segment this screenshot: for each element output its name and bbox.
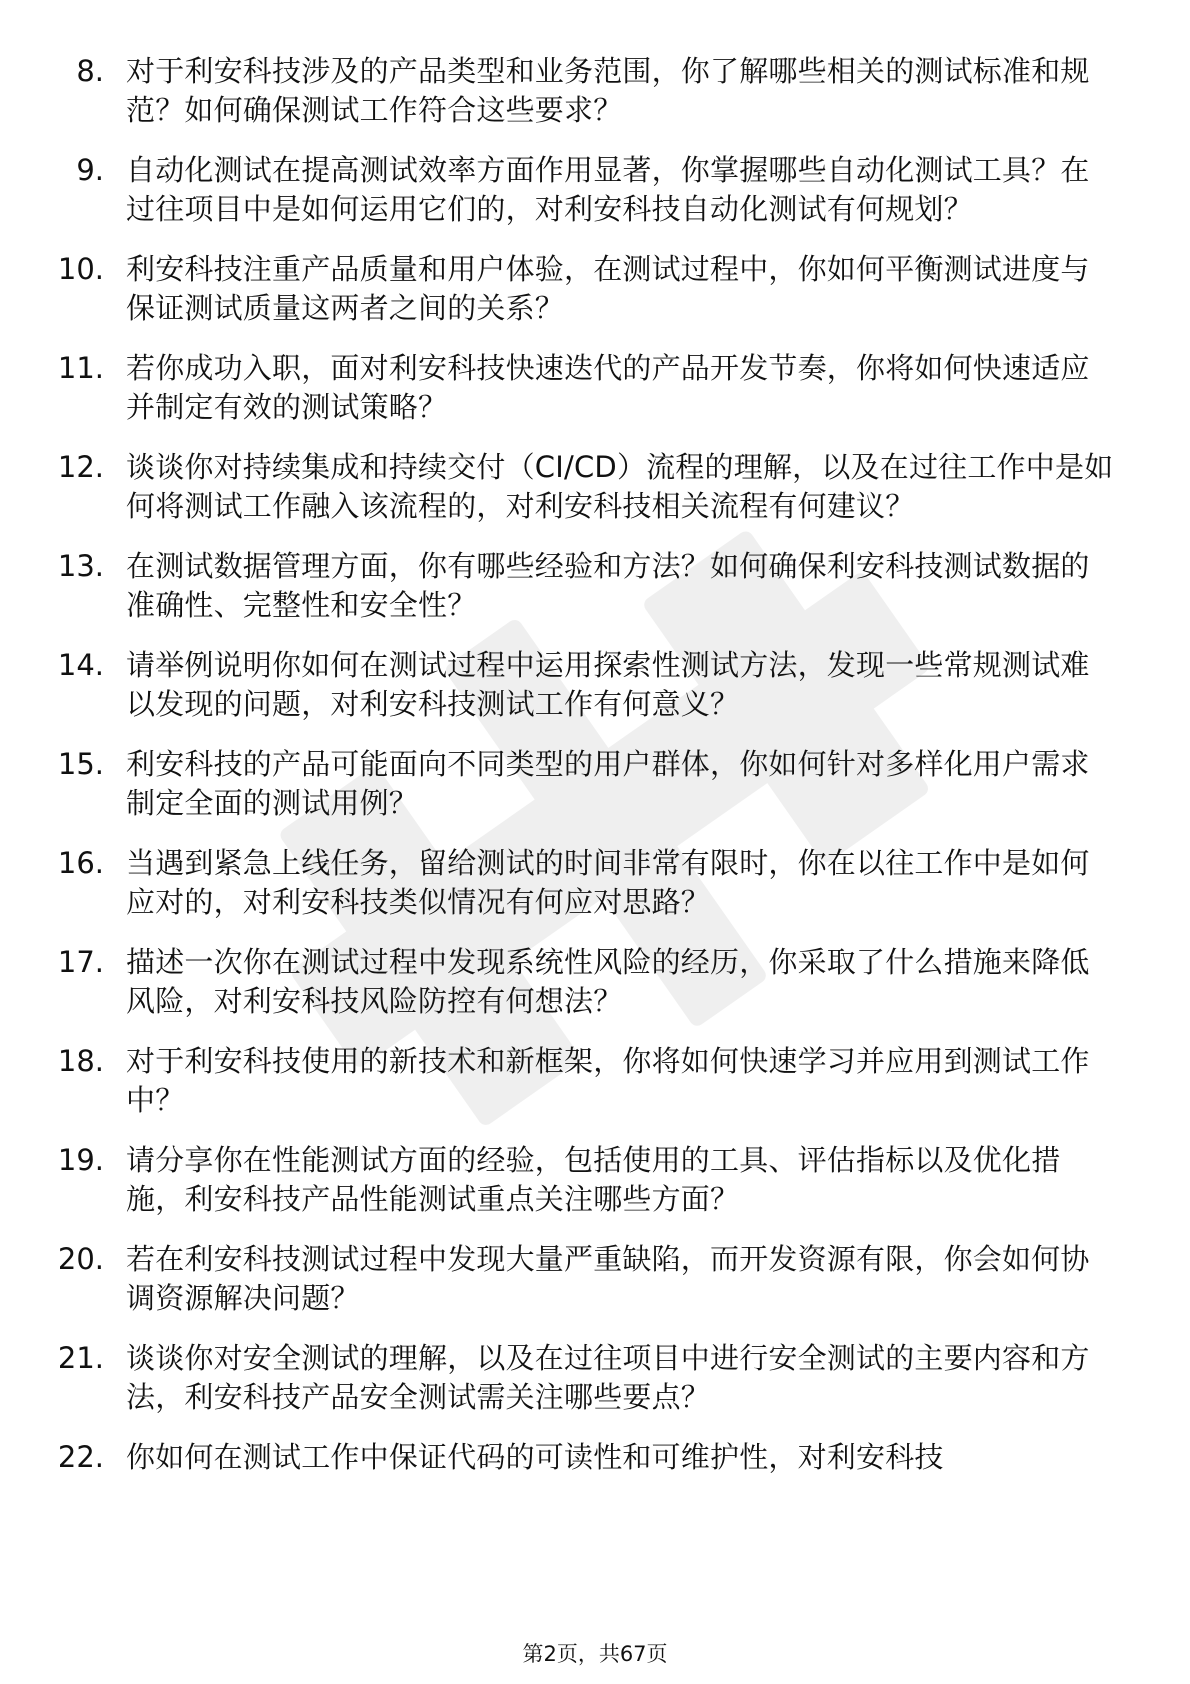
list-item — [0, 151, 1116, 229]
list-item — [0, 448, 1116, 526]
question-text: 描述一次你在测试过程中发现系统性风险的经历，你采取了什么措施来降低风险，对利安科技风险防控有何想法？ — [126, 945, 1090, 1018]
list-item — [0, 1042, 1116, 1120]
list-item — [0, 1240, 1116, 1318]
question-number: 10. — [57, 252, 104, 286]
question-number: 21. — [57, 1341, 104, 1375]
list-item — [0, 250, 1116, 328]
question-number: 15. — [57, 747, 104, 781]
question-text: 谈谈你对安全测试的理解，以及在过往项目中进行安全测试的主要内容和方法，利安科技产品安全测试需关注哪些要点？ — [126, 1341, 1090, 1414]
question-text: 对于利安科技使用的新技术和新框架，你将如何快速学习并应用到测试工作中？ — [126, 1044, 1090, 1117]
question-number: 13. — [57, 549, 104, 583]
question-number: 18. — [57, 1044, 104, 1078]
list-item — [0, 1438, 1116, 1477]
question-text: 当遇到紧急上线任务，留给测试的时间非常有限时，你在以往工作中是如何应对的，对利安科技类似情况有何应对思路？ — [126, 846, 1090, 919]
list-item — [0, 547, 1116, 625]
list-item — [0, 52, 1116, 130]
question-text: 请分享你在性能测试方面的经验，包括使用的工具、评估指标以及优化措施，利安科技产品性能测试重点关注哪些方面？ — [126, 1143, 1061, 1216]
list-item — [0, 349, 1116, 427]
question-list — [0, 52, 1190, 1498]
list-item — [0, 646, 1116, 724]
list-item — [0, 1141, 1116, 1219]
question-text: 若在利安科技测试过程中发现大量严重缺陷，而开发资源有限，你会如何协调资源解决问题？ — [126, 1242, 1090, 1315]
question-number: 14. — [57, 648, 104, 682]
question-text: 若你成功入职，面对利安科技快速迭代的产品开发节奏，你将如何快速适应并制定有效的测试策略？ — [126, 351, 1090, 424]
list-item — [0, 943, 1116, 1021]
question-text: 利安科技注重产品质量和用户体验，在测试过程中，你如何平衡测试进度与保证测试质量这两者之间的关系？ — [126, 252, 1090, 325]
question-text: 对于利安科技涉及的产品类型和业务范围，你了解哪些相关的测试标准和规范？如何确保测试工作符合这些要求？ — [126, 54, 1090, 127]
question-number: 11. — [57, 351, 104, 385]
question-text: 利安科技的产品可能面向不同类型的用户群体，你如何针对多样化用户需求制定全面的测试用例？ — [126, 747, 1090, 820]
question-text: 你如何在测试工作中保证代码的可读性和可维护性，对利安科技 — [126, 1440, 944, 1474]
question-number: 16. — [57, 846, 104, 880]
page-footer — [0, 1640, 1190, 1668]
question-number: 8. — [76, 54, 104, 88]
question-number: 19. — [57, 1143, 104, 1177]
page-number-label: 第2页，共67页 — [522, 1642, 668, 1666]
question-number: 17. — [57, 945, 104, 979]
list-item — [0, 1339, 1116, 1417]
question-number: 22. — [57, 1440, 104, 1474]
question-text: 谈谈你对持续集成和持续交付（CI/CD）流程的理解，以及在过往工作中是如何将测试工作融入该流程的，对利安科技相关流程有何建议？ — [126, 450, 1114, 523]
question-number: 12. — [57, 450, 104, 484]
question-text: 请举例说明你如何在测试过程中运用探索性测试方法，发现一些常规测试难以发现的问题，对利安科技测试工作有何意义？ — [126, 648, 1090, 721]
list-item — [0, 844, 1116, 922]
list-item — [0, 745, 1116, 823]
question-number: 9. — [76, 153, 104, 187]
question-text: 在测试数据管理方面，你有哪些经验和方法？如何确保利安科技测试数据的准确性、完整性和安全性？ — [126, 549, 1090, 622]
question-number: 20. — [57, 1242, 104, 1276]
question-text: 自动化测试在提高测试效率方面作用显著，你掌握哪些自动化测试工具？在过往项目中是如何运用它们的，对利安科技自动化测试有何规划？ — [126, 153, 1090, 226]
